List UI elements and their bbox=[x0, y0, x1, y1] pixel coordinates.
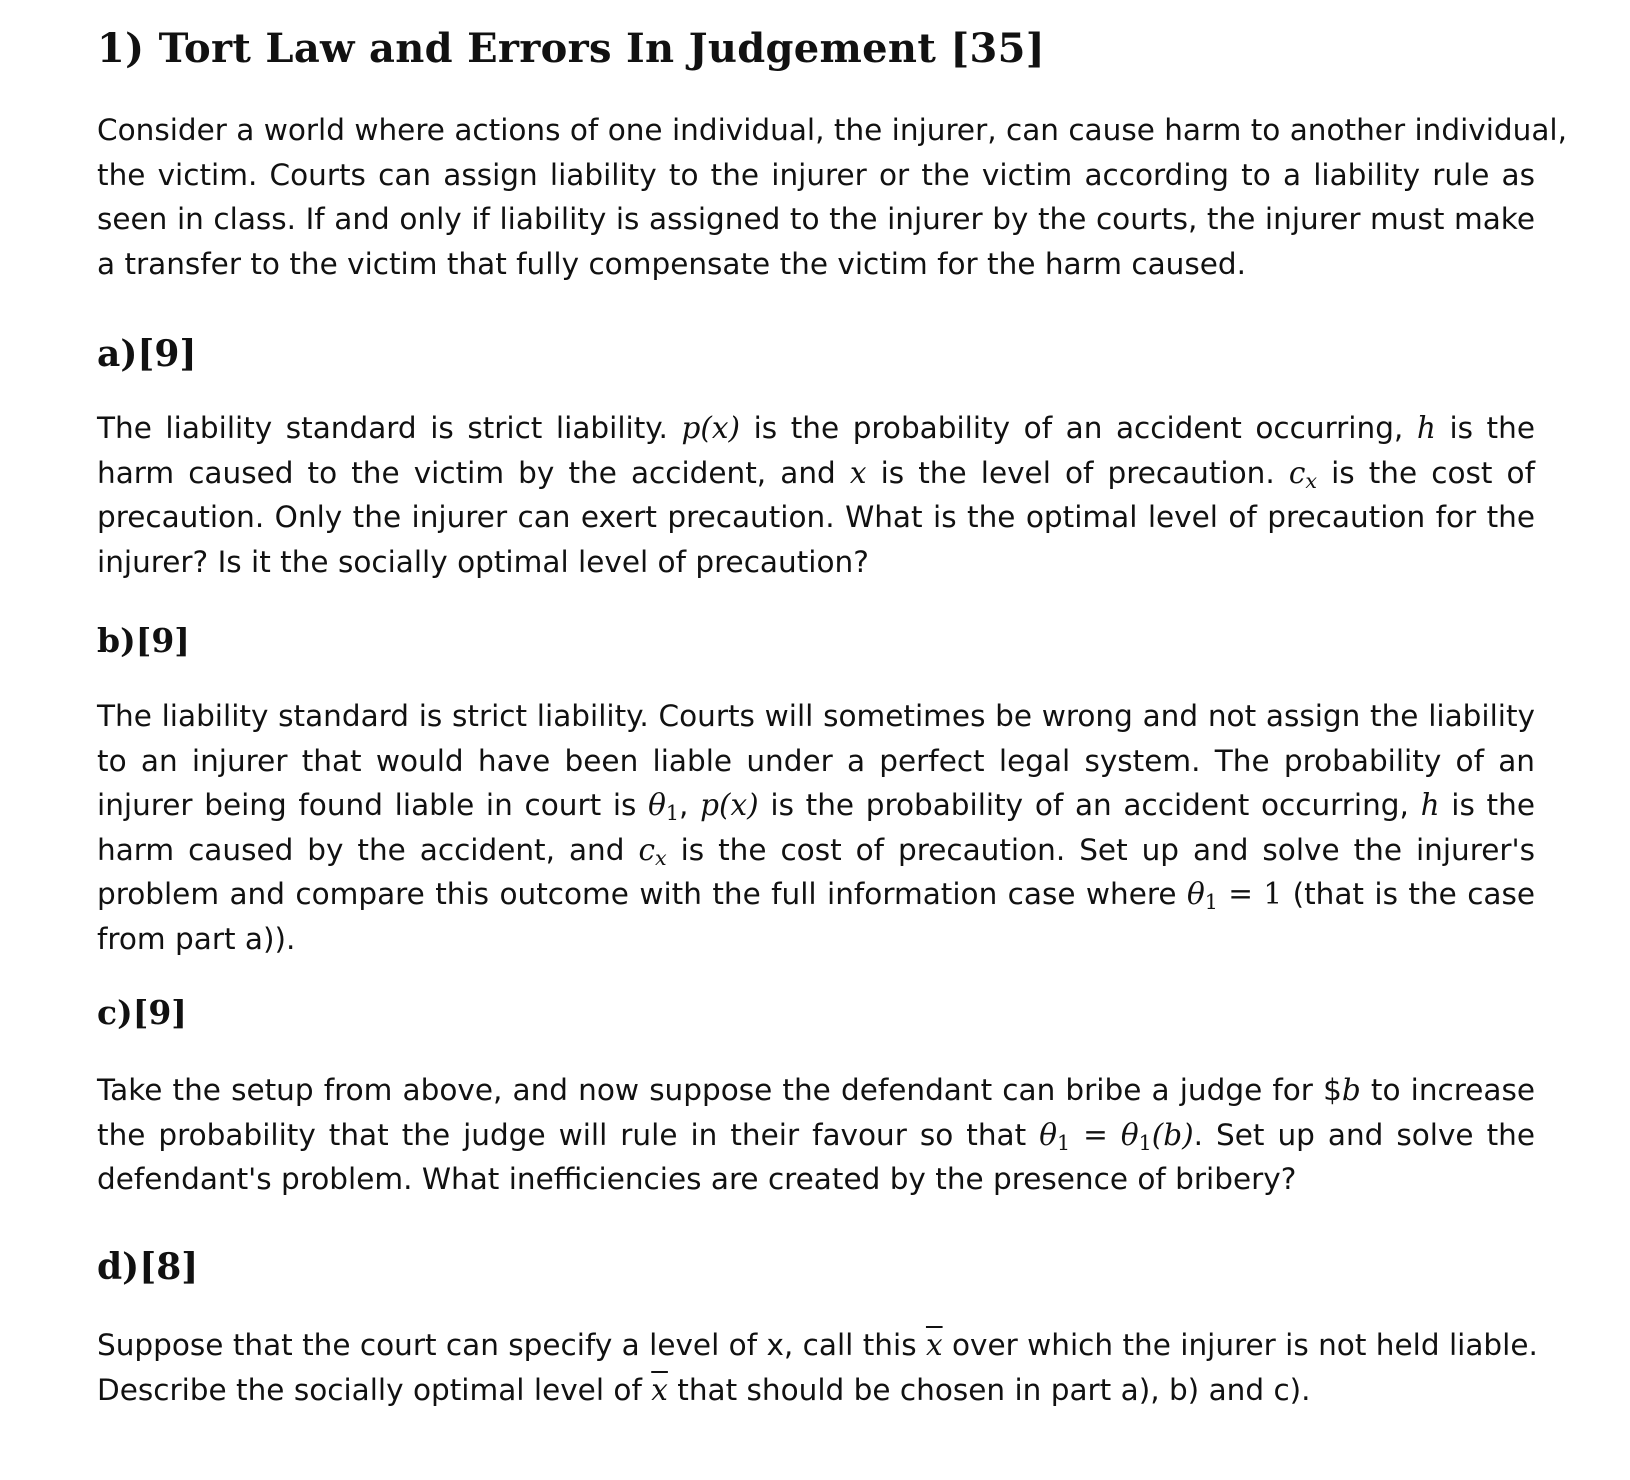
part-d-text bbox=[97, 1323, 1538, 1412]
part-d-line bbox=[97, 1368, 1535, 1413]
part-c-points: [9] bbox=[132, 993, 187, 1032]
text-run: is the cost of precaution. Set up and solve the injurer's bbox=[680, 832, 1535, 867]
text-run: harm caused by the accident, and bbox=[97, 832, 625, 867]
math-x: x bbox=[849, 455, 867, 490]
math-h: h bbox=[1416, 411, 1436, 445]
text-run: Suppose that the court can specify a level of x, call this bbox=[97, 1328, 917, 1362]
part-a-text bbox=[97, 406, 1535, 584]
math-p-of-x: p(x) bbox=[681, 411, 741, 445]
intro-line: Consider a world where actions of one individual, the injurer, can cause harm to another individual, bbox=[97, 113, 1568, 147]
part-b-line: to an injurer that would have been liable under a perfect legal system. The probability of an bbox=[97, 743, 1535, 778]
math-x-bar: $\overline{x}$ bbox=[651, 1372, 668, 1407]
math-subscript-x: x bbox=[654, 845, 667, 870]
document-page bbox=[97, 18, 1568, 1407]
text-run: is the probability of an accident occurring, bbox=[770, 788, 1409, 822]
text-run: . Set up and solve the bbox=[1193, 1117, 1535, 1152]
math-c: c bbox=[1288, 455, 1306, 490]
part-b-text bbox=[97, 694, 1535, 961]
text-run: over which the injurer is not held liable. bbox=[951, 1328, 1538, 1362]
part-a-line bbox=[97, 451, 1535, 496]
math-p-of-x: p(x) bbox=[700, 788, 759, 822]
math-equals-one: = 1 bbox=[1217, 877, 1283, 911]
text-run: is the level of precaution. bbox=[880, 455, 1275, 490]
math-subscript-x: x bbox=[1305, 468, 1317, 493]
intro-line: the victim. Courts can assign liability to the injurer or the victim according to a liability rule as bbox=[97, 157, 1535, 192]
text-run: is the probability of an accident occurring, bbox=[753, 411, 1404, 445]
intro-paragraph bbox=[97, 108, 1568, 286]
part-c-line: defendant's problem. What inefficiencies are created by the presence of bribery? bbox=[97, 1162, 1297, 1196]
part-c-heading bbox=[97, 993, 187, 1032]
math-subscript-1: 1 bbox=[1056, 1130, 1071, 1155]
part-d-points: [8] bbox=[139, 1246, 199, 1288]
part-a-line bbox=[97, 406, 1535, 451]
math-x-bar: $\overline{x}$ bbox=[925, 1328, 943, 1362]
intro-line: a transfer to the victim that fully compensate the victim for the harm caused. bbox=[97, 246, 1246, 281]
math-theta-1 bbox=[1039, 1117, 1071, 1155]
text-run: Describe the socially optimal level of bbox=[97, 1372, 642, 1407]
part-b-line bbox=[97, 872, 1535, 917]
math-c-x bbox=[638, 832, 667, 870]
part-a-points: [9] bbox=[137, 333, 197, 375]
text-run: injurer being found liable in court is bbox=[97, 788, 637, 822]
part-a-line: precaution. Only the injurer can exert precaution. What is the optimal level of precaution for the bbox=[97, 500, 1535, 534]
intro-line: seen in class. If and only if liability is assigned to the injurer by the courts, the injurer must make bbox=[97, 202, 1535, 236]
math-equals: = bbox=[1070, 1117, 1121, 1152]
math-theta: θ bbox=[1186, 877, 1205, 911]
part-a-label: a) bbox=[97, 333, 138, 375]
part-b-points: [9] bbox=[135, 621, 190, 660]
math-c: c bbox=[638, 832, 655, 867]
part-d-heading bbox=[97, 1246, 198, 1288]
math-theta: θ bbox=[648, 788, 666, 822]
text-run: Take the setup from above, and now suppose the defendant can bribe a judge for $ bbox=[97, 1073, 1342, 1107]
part-b-line: from part a)). bbox=[97, 921, 296, 956]
part-b-heading bbox=[97, 621, 190, 660]
part-b-line: The liability standard is strict liability. Courts will sometimes be wrong and not assign the liability bbox=[97, 699, 1535, 733]
part-b-line bbox=[97, 828, 1535, 873]
math-subscript-1: 1 bbox=[1204, 890, 1218, 915]
part-a-heading bbox=[97, 333, 196, 375]
math-h: h bbox=[1420, 788, 1440, 822]
math-theta-1 bbox=[1186, 877, 1218, 915]
math-c-x bbox=[1288, 455, 1317, 493]
math-subscript-1: 1 bbox=[1138, 1130, 1152, 1155]
math-b-paren: (b) bbox=[1151, 1117, 1194, 1152]
math-comma: , bbox=[679, 788, 689, 822]
part-c-text bbox=[97, 1068, 1535, 1202]
math-theta: θ bbox=[1120, 1117, 1139, 1152]
math-theta: θ bbox=[1039, 1117, 1057, 1152]
text-run: harm caused to the victim by the accident, and bbox=[97, 455, 836, 490]
text-run: to increase bbox=[1370, 1073, 1535, 1107]
math-theta-1 bbox=[648, 788, 680, 826]
text-run: problem and compare this outcome with the full information case where bbox=[97, 877, 1177, 911]
math-subscript-1: 1 bbox=[665, 801, 680, 826]
part-c-line bbox=[97, 1068, 1535, 1113]
text-run: is the cost of bbox=[1331, 455, 1535, 490]
part-d-line bbox=[97, 1323, 1538, 1368]
text-run: The liability standard is strict liability. bbox=[97, 411, 668, 445]
question-title: 1) Tort Law and Errors In Judgement [35] bbox=[97, 25, 1046, 72]
text-run: that should be chosen in part a), b) and c). bbox=[677, 1372, 1311, 1407]
math-theta-1-of-b bbox=[1120, 1117, 1194, 1155]
text-run: is the bbox=[1449, 411, 1535, 445]
part-b-label: b) bbox=[97, 621, 136, 660]
part-d-label: d) bbox=[97, 1246, 140, 1288]
text-run: is the bbox=[1451, 788, 1535, 822]
text-run: the probability that the judge will rule in their favour so that bbox=[97, 1117, 1027, 1152]
part-c-label: c) bbox=[97, 993, 133, 1032]
part-a-line: injurer? Is it the socially optimal level of precaution? bbox=[97, 544, 869, 579]
math-b: b bbox=[1341, 1073, 1361, 1107]
text-run: (that is the case bbox=[1292, 877, 1536, 911]
part-c-line bbox=[97, 1113, 1535, 1158]
part-b-line bbox=[97, 783, 1535, 828]
